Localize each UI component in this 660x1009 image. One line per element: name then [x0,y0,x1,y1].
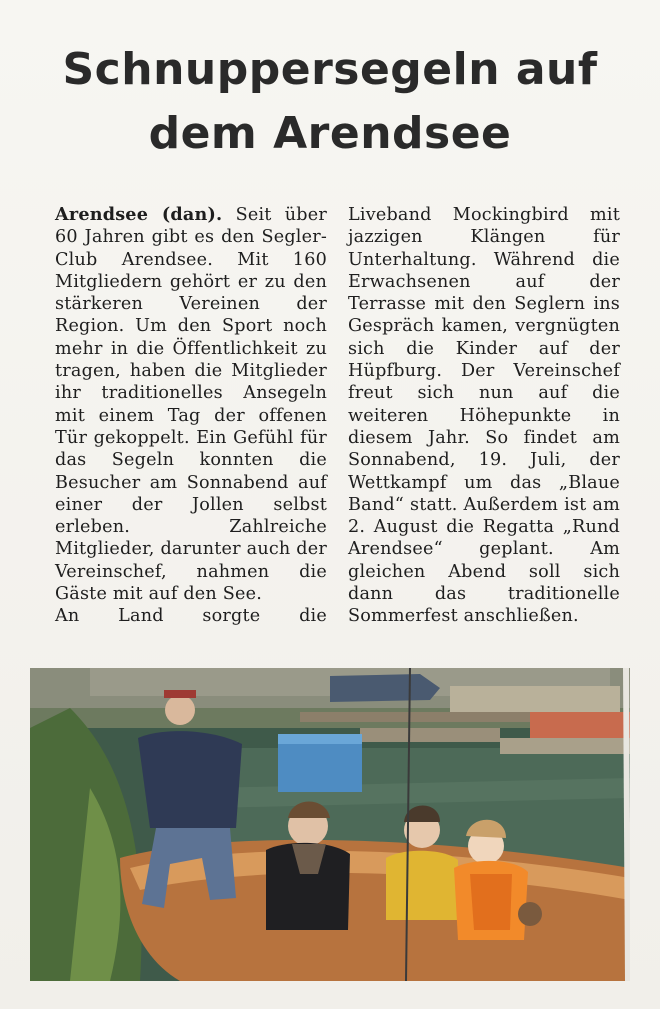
headline [20,38,640,166]
article-paragraph-2: An Land sorgte die [55,606,327,627]
article-paragraph-1 [55,204,327,605]
article-body-left: Seit über 60 Jahren gibt es den Segler-Club Arendsee. Mit 160 Mitgliedern gehört er zu den stärkeren Vereinen der Region. Um den Sport noch mehr in die Öffentlichkeit zu tragen, haben die Mitglieder ihr traditionelles Ansegeln mit einem Tag der offenen Tür gekoppelt. Ein Gefühl für das Segeln konnten die Besucher am Sonnabend auf einer der Jollen selbst erleben. Zahlreiche Mitglieder, darunter auch der Vereinschef, nahmen die Gäste mit auf den See. [55,205,327,605]
sailing-boat-with-visitors-photo [30,668,630,981]
article-column-right [348,204,620,628]
article-body-right: Liveband Mockingbird mit jazzigen Klängen für Unterhaltung. Während die Erwachsenen auf der Terrasse mit den Seglern ins Gespräch kamen, vergnügten sich die Kinder auf der Hüpfburg. Der Vereinschef freut sich nun auf die weiteren Höhepunkte in diesem Jahr. So findet am Sonnabend, 19. Juli, der Wettkampf um das „Blaue Band“ statt. Außerdem ist am 2. August die Regatta „Rund Arendsee“ geplant. Am gleichen Abend soll sich dann das traditionelle Sommerfest anschließen. [348,205,620,627]
dateline: Arendsee (dan). [55,204,223,225]
article-column-left [55,204,327,628]
headline-line-1: Schnuppersegeln auf [62,44,598,95]
headline-line-2: dem Arendsee [148,108,512,159]
